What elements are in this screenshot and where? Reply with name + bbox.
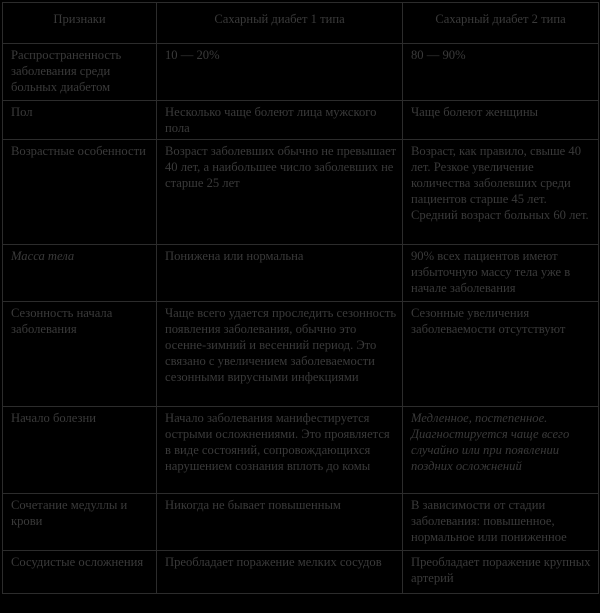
header-row: [3, 3, 599, 44]
type2-cell: Медленное, постепенное. Диагностируется чаще всего случайно или при появлении поздних осложнений: [403, 407, 599, 494]
table-row: [3, 44, 599, 101]
type2-cell: 90% всех пациентов имеют избыточную массу тела уже в начале заболевания: [403, 245, 599, 302]
table-row: [3, 407, 599, 494]
feature-cell: Пол: [3, 101, 157, 140]
table-row: [3, 101, 599, 140]
feature-cell: Сочетание медуллы и крови: [3, 494, 157, 551]
diabetes-comparison-table: [2, 2, 599, 594]
header-feature: Признаки: [3, 3, 157, 44]
feature-cell: Сосудистые осложнения: [3, 551, 157, 594]
feature-cell: Возрастные особенности: [3, 140, 157, 245]
feature-cell: Сезонность начала заболевания: [3, 302, 157, 407]
feature-cell: Масса тела: [3, 245, 157, 302]
type1-cell: 10 — 20%: [157, 44, 403, 101]
type2-cell: Преобладает поражение крупных артерий: [403, 551, 599, 594]
header-type2: Сахарный диабет 2 типа: [403, 3, 599, 44]
feature-cell: Распространенность заболевания среди больных диабетом: [3, 44, 157, 101]
type1-cell: Возраст заболевших обычно не превышает 40 лет, а наибольшее число заболевших не старше 25 лет: [157, 140, 403, 245]
table-row: [3, 140, 599, 245]
type2-cell: В зависимости от стадии заболевания: повышенное, нормальное или пониженное: [403, 494, 599, 551]
type2-cell: Чаще болеют женщины: [403, 101, 599, 140]
feature-cell: Начало болезни: [3, 407, 157, 494]
type2-cell: Возраст, как правило, свыше 40 лет. Резкое увеличение количества заболевших среди пациентов старше 45 лет. Средний возраст больных 60 лет.: [403, 140, 599, 245]
type2-cell: 80 — 90%: [403, 44, 599, 101]
type1-cell: Преобладает поражение мелких сосудов: [157, 551, 403, 594]
type1-cell: Никогда не бывает повышенным: [157, 494, 403, 551]
table-row: [3, 494, 599, 551]
type1-cell: Начало заболевания манифестируется острыми осложнениями. Это проявляется в виде состояний, сопровождающихся нарушением сознания вплоть до комы: [157, 407, 403, 494]
type1-cell: Понижена или нормальна: [157, 245, 403, 302]
type2-cell: Сезонные увеличения заболеваемости отсутствуют: [403, 302, 599, 407]
table-row: [3, 245, 599, 302]
table-row: [3, 302, 599, 407]
header-type1: Сахарный диабет 1 типа: [157, 3, 403, 44]
type1-cell: Несколько чаще болеют лица мужского пола: [157, 101, 403, 140]
type1-cell: Чаще всего удается проследить сезонность появления заболевания, обычно это осенне-зимний и весенний период. Это связано с увеличением заболеваемости сезонными вирусными инфекциями: [157, 302, 403, 407]
table-row: [3, 551, 599, 594]
